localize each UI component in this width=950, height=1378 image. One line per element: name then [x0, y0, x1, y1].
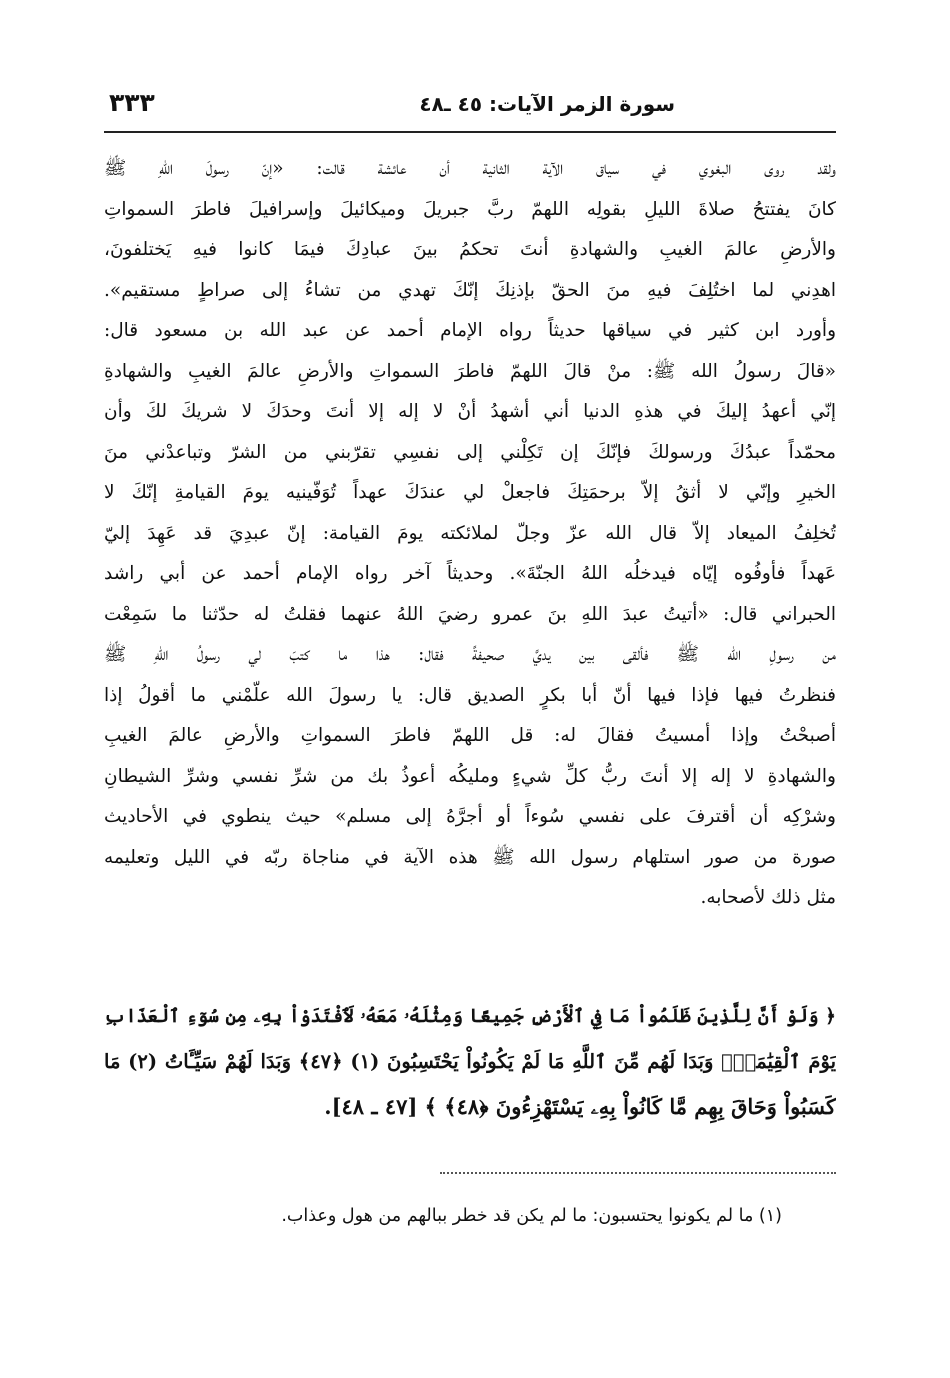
body-line: محمّداً عبدُكَ ورسولكَ فإنّكَ إن تَكِلْني إلى نفسِي تقرّبني من الشرّ وتباعدْني منَ — [104, 441, 836, 463]
verse-line: يَوْمَ ٱلْقِيَٰمَةِۚ وَبَدَا لَهُم مِّنَ ٱللَّهِ مَا لَمْ يَكُونُواْ يَحْتَسِبُونَ (١) ﴿٤٧﴾ وَبَدَا لَهُمْ سَيِّـَٔاتُ (٢) مَا — [104, 1050, 836, 1073]
page-header — [105, 88, 835, 128]
body-line: ولقد روى البغوي في سياق الآية الثانية أن عائشة قالت: «إنّ رسولَ اللهِ ﷺ — [104, 158, 836, 179]
body-line: والشهادةِ لا إله إلا أنتَ ربُّ كلِّ شيءٍ ومليكُه أعوذُ بك من شرِّ نفسي وشرِّ الشيطانِ — [104, 765, 836, 787]
footnote-separator — [440, 1172, 836, 1174]
body-line: اهدِني لما اختُلِفَ فيهِ منَ الحقّ بإذنِكَ إنّكَ تهدي من تشاءُ إلى صراطٍ مستقيم». — [104, 279, 836, 301]
body-line: وشرْكِه أن أقترفَ على نفسي سُوءاً أو أجرَّهُ إلى مسلم» حيث ينطوي في الأحاديث — [104, 806, 836, 827]
footnote: (١) ما لم يكونوا يحتسبون: ما لم يكن قد خطر ببالهم من هول وعذاب. — [281, 1206, 782, 1226]
header-rule — [104, 131, 836, 133]
body-line: «قالَ رسولُ الله ﷺ: منْ قالَ اللهمّ فاطرَ السمواتِ والأرضِ عالمَ الغيبِ والشهادةِ — [104, 360, 836, 382]
verse-line: كَسَبُواْ وَحَاقَ بِهِم مَّا كَانُواْ بِهِۦ يَسْتَهْزِءُونَ ﴿٤٨﴾ ﴾ [٤٧ ـ ٤٨]. — [324, 1094, 836, 1119]
body-line: من رسولِ الله ﷺ فألقى بين يديَّ صحيفةً فقال: هذا ما كتبَ لي رسولُ اللهِ ﷺ — [104, 644, 836, 665]
verse-line: ﴿ وَلَوْ أَنَّ لِلَّذِينَ ظَلَمُواْ مَا فِي ٱلْأَرْضِ جَمِيعًا وَمِثْلَهُۥ مَعَهُۥ لَٱفْتَدَوْاْ بِهِۦ مِن سُوٓءِ ٱلْعَذَابِ — [104, 1006, 836, 1027]
body-line: فنظرتُ فيها فإذا فيها أنّ أبا بكرٍ الصديق قال: يا رسولَ الله علّمْني ما أقولُ إذا — [104, 684, 836, 706]
body-line: إنّي أعهدُ إليكَ في هذهِ الدنيا أني أشهدُ أنْ لا إله إلا أنتَ وحدَكَ لا شريكَ لكَ وأن — [104, 401, 836, 422]
page-number: ٣٣٣ — [109, 88, 155, 117]
body-line: الخيرِ وإنّي لا أثقُ إلاّ برحمَتِكَ فاجعلْ لي عندَكَ عهداً تُوَفّينيه يومَ القيامةِ إنّكَ لا — [104, 482, 836, 503]
body-line: كانَ يفتتحُ صلاةَ الليلِ بقولِه اللهمّ ربَّ جبريلَ وميكائيلَ وإسرافيلَ فاطرَ السمواتِ — [104, 198, 836, 220]
body-line: الحبراني قال: «أتيتُ عبدَ اللهِ بنَ عمرو رضيَ اللهُ عنهما فقلتُ له حدّثنا ما سَمِعْت — [104, 603, 836, 625]
body-line: مثل ذلك لأصحابه. — [700, 887, 836, 908]
body-line: تُخلِفُ الميعاد إلاّ قال الله عزّ وجلّ لملائكته يومَ القيامة: إنّ عبدِيَ قد عَهِدَ إليّ — [104, 522, 836, 544]
body-line: عَهداً فأوفُوه إيّاه فيدخلُه اللهُ الجنّةَ». وحديثاً آخر رواه الإمام أحمد عن أبي راشد — [104, 563, 836, 584]
body-line: صورة من صور استلهام رسول الله ﷺ هذه الآية في مناجاة ربّه في الليل وتعليمه — [104, 846, 836, 868]
running-title: سورة الزمر الآيات: ٤٥ ـ٤٨ — [419, 92, 675, 116]
body-line: والأرضِ عالمَ الغيبِ والشهادةِ أنتَ تحكمُ بينَ عبادِكَ فيمَا كانوا فيهِ يَختلفونَ، — [104, 239, 836, 260]
body-line: أصبحْتُ وإذا أمسيتُ فقالَ له: قل اللهمّ فاطرَ السمواتِ والأرضِ عالمَ الغيبِ — [104, 725, 836, 746]
body-text — [104, 149, 836, 919]
body-line: وأورد ابن كثير في سياقها حديثاً رواه الإمام أحمد عن عبد الله بن مسعود قال: — [104, 320, 836, 341]
quran-verse-block — [104, 994, 836, 1129]
